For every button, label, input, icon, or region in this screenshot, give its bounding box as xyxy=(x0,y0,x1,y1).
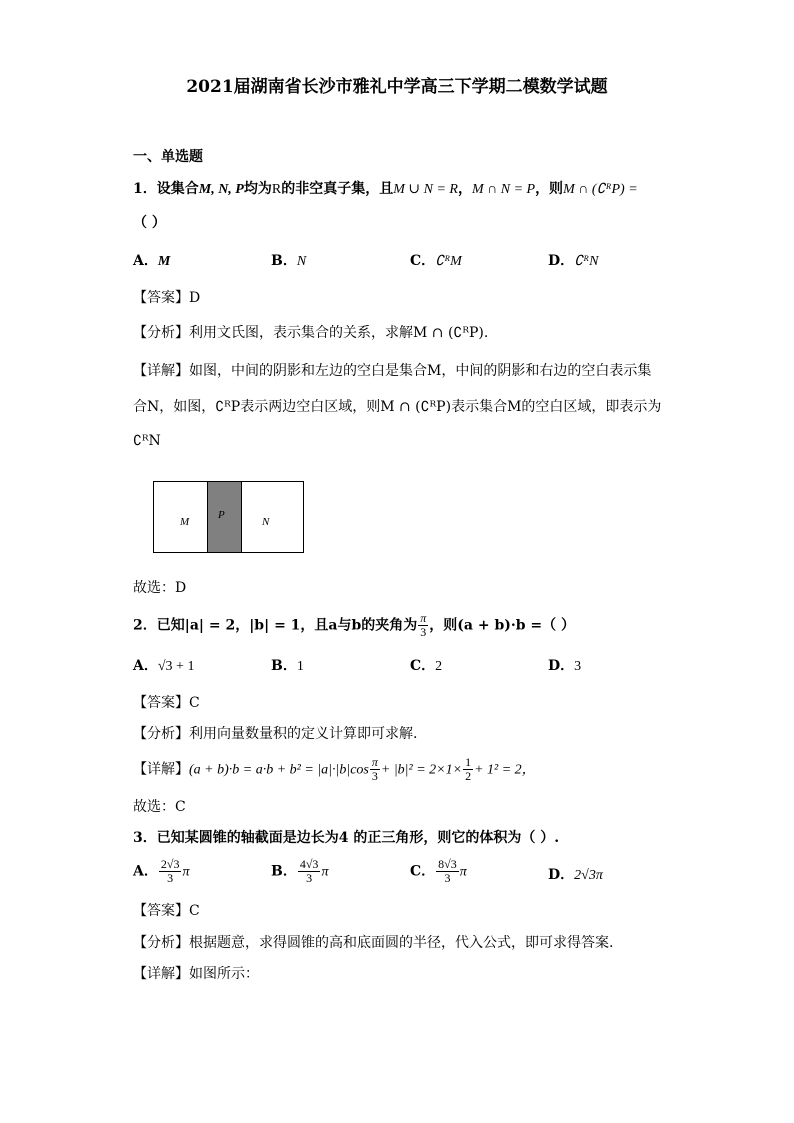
q3-analysis: 【分析】根据题意，求得圆锥的高和底面圆的半径，代入公式，即可求得答案. xyxy=(133,935,614,951)
q1-expression: M ∩ (∁ᴿP) = xyxy=(563,182,638,197)
q1-stem-b: 均为 xyxy=(243,181,272,197)
q2-option-d: D．3 xyxy=(548,658,582,674)
q1-detail-line-3: ∁ᴿN xyxy=(133,433,161,449)
q1-option-c: C．∁ᴿM xyxy=(410,253,462,269)
q2-choose: 故选：C xyxy=(133,799,186,815)
venn-diagram xyxy=(153,481,304,553)
q2-option-b: B．1 xyxy=(271,658,304,674)
q3-option-b: B． $\frac{4√3}{3}$ π xyxy=(271,857,329,885)
q1-detail-line-1: 【详解】如图，中间的阴影和左边的空白是集合M，中间的阴影和右边的空白表示集 xyxy=(133,363,652,379)
q3-answer: 【答案】C xyxy=(133,903,200,919)
q3-option-d: D．2√3π xyxy=(548,867,603,883)
q1-answer: 【答案】D xyxy=(133,290,201,306)
q2-option-a: A．√3 + 1 xyxy=(133,658,195,674)
q3-option-c: C． $\frac{8√3}{3}$ π xyxy=(410,857,467,885)
q2-answer: 【答案】C xyxy=(133,695,200,711)
q2-angle-fraction: $\frac{\pi}{3}$ xyxy=(420,611,427,639)
venn-label-n: N xyxy=(262,516,270,528)
q2-analysis: 【分析】利用向量数量积的定义计算即可求解. xyxy=(133,726,418,742)
q1-vars: M, N, P xyxy=(198,182,244,197)
q1-condition-union: M ∪ N = R xyxy=(393,182,458,197)
q1-option-b: B．N xyxy=(271,253,307,269)
section-heading: 一、单选题 xyxy=(133,149,203,165)
q2-detail: 【详解】(a + b)·b = a·b + b² = |a|·|b|cos $\frac{\pi}{3}$ + |b|² = 2×1× $\frac{1}{2}$ + 1² = 2， xyxy=(133,755,536,783)
q1-option-a: A．M xyxy=(133,253,171,269)
q1-option-d: D．∁ᴿN xyxy=(548,253,599,269)
q2-one-half: $\frac{1}{2}$ xyxy=(465,755,472,783)
q1-choose: 故选：D xyxy=(133,580,187,596)
q1-stem-d: ，则 xyxy=(535,181,564,197)
q1-real-set: R xyxy=(271,182,282,197)
q2-stem: 2．已知|a| = 2，|b| = 1，且a与b的夹角为 xyxy=(133,617,418,634)
venn-label-p: P xyxy=(218,509,225,521)
page-title: 2021届湖南省长沙市雅礼中学高三下学期二模数学试题 xyxy=(186,77,608,97)
q2-pi-over-3: $\frac{\pi}{3}$ xyxy=(371,755,378,783)
q1-stem-c: 的非空真子集，且 xyxy=(281,181,394,197)
q1-condition-intersection: M ∩ N = P xyxy=(471,182,536,197)
venn-label-m: M xyxy=(180,516,190,528)
q2-stem-b: ，则(a + b)·b =（ ） xyxy=(429,617,576,634)
q2-option-c: C．2 xyxy=(410,658,443,674)
question-1-stem: 1．设集合M, N, P均为R的非空真子集，且M ∪ N = R，M ∩ N = P，则M ∩ (∁ᴿP) = xyxy=(133,181,638,197)
q1-analysis: 【分析】利用文氏图，表示集合的关系，求解M ∩ (∁ᴿP). xyxy=(133,325,489,341)
question-2-stem xyxy=(133,612,575,639)
q1-stem-a: 1．设集合 xyxy=(133,181,199,197)
question-3-stem: 3．已知某圆锥的轴截面是边长为4 的正三角形，则它的体积为（ ）. xyxy=(133,830,560,846)
q1-paren: （ ） xyxy=(133,215,166,231)
q3-detail: 【详解】如图所示： xyxy=(133,966,259,982)
q1-detail-line-2: 合N，如图，∁ᴿP表示两边空白区域，则M ∩ (∁ᴿP)表示集合M的空白区域，即表示为 xyxy=(133,399,662,415)
q3-option-a: A． $\frac{2√3}{3}$ π xyxy=(133,857,190,885)
